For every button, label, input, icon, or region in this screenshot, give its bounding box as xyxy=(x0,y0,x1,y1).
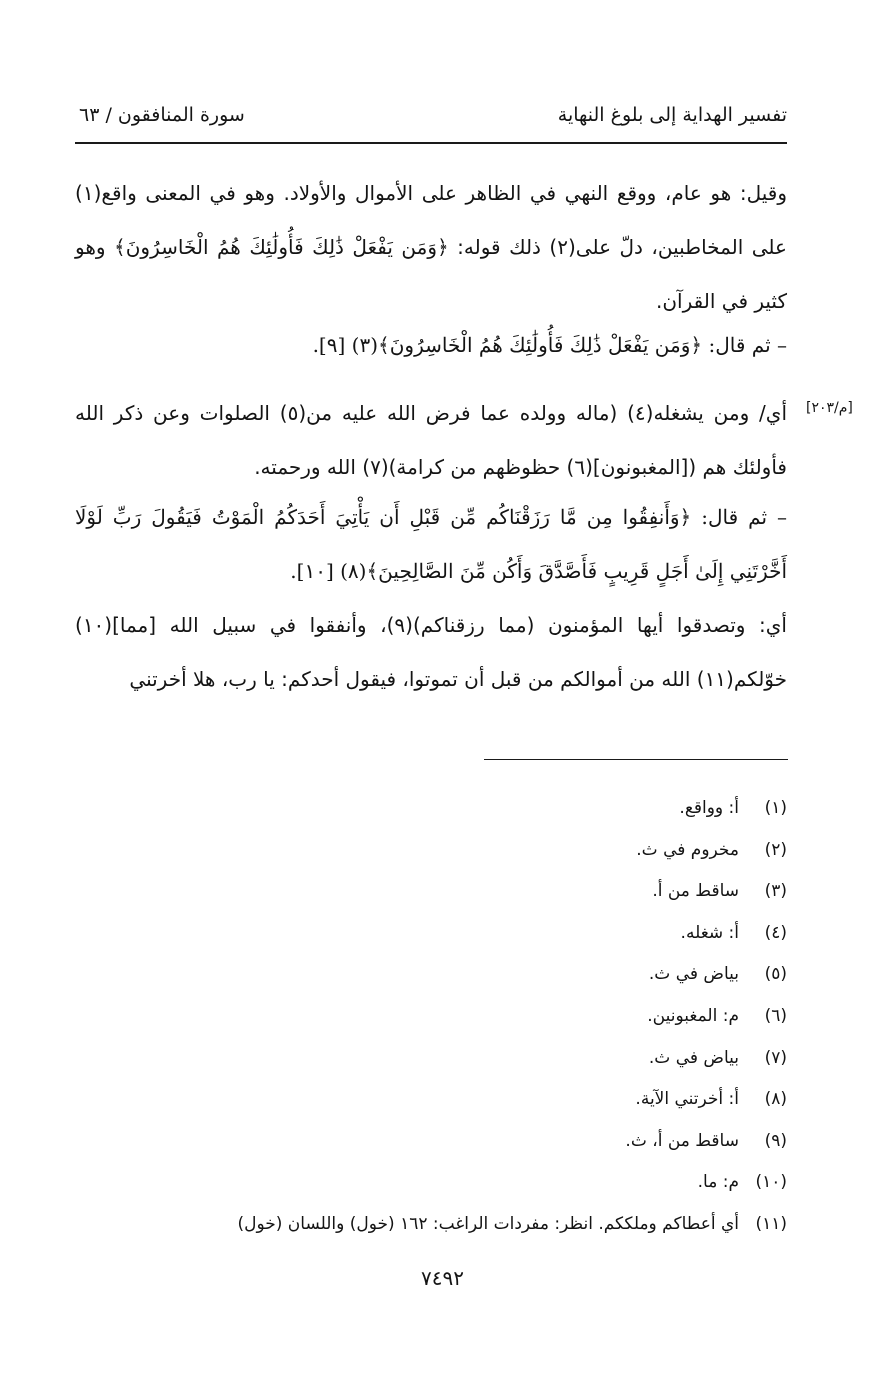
footnote-text: أ: شغله. xyxy=(680,922,739,943)
running-header xyxy=(75,100,787,136)
footnote-text: مخروم في ث. xyxy=(636,839,739,860)
footnote-number: (٤) xyxy=(764,922,787,943)
footnote-item xyxy=(147,960,787,1002)
footnote-text: ساقط من أ، ث. xyxy=(625,1130,739,1151)
footnote-number: (١١) xyxy=(755,1213,787,1234)
surah-and-number: سورة المنافقون / ٦٣ xyxy=(79,104,245,126)
footnote-number: (١٠) xyxy=(755,1172,787,1193)
footnote-number: (٧) xyxy=(764,1047,787,1068)
paragraph-3: أي/ ومن يشغله(٤) (ماله وولده عما فرض الله عليه من(٥) الصلوات وعن ذكر الله فأولئك هم ([المغبونون](٦) حظوظهم من كرامة)(٧) الله ورحمته. xyxy=(75,401,788,479)
manuscript-folio-marker: [م/٢٠٣] xyxy=(806,400,853,416)
header-divider xyxy=(75,142,787,144)
footnote-number: (١) xyxy=(764,798,787,818)
paragraph-5: أي: وتصدقوا أيها المؤمنون (مما رزقناكم)(٩)، وأنفقوا في سبيل الله [مما](١٠) خوّلكم(١١) الله من أموالكم من قبل أن تموتوا، فيقول أحدكم: يا رب، هلا أخرتني xyxy=(75,613,787,691)
footnote-item xyxy=(147,877,787,919)
paragraph-1: وقيل: هو عام، ووقع النهي في الظاهر على الأموال والأولاد. وهو في المعنى واقع(١) على المخاطبين، دلّ على(٢) ذلك قوله: ﴿وَمَن يَفْعَلْ ذَٰلِكَ فَأُولَٰئِكَ هُمُ الْخَاسِرُونَ﴾ وهو كثير في القرآن. xyxy=(75,181,787,313)
footnote-text: أ: وواقع. xyxy=(679,798,739,818)
paragraph-2-verse-9: – ثم قال: ﴿وَمَن يَفْعَلْ ذَٰلِكَ فَأُولَٰئِكَ هُمُ الْخَاسِرُونَ﴾(٣) [٩]. xyxy=(312,333,787,357)
footnote-item xyxy=(147,1002,787,1044)
footnote-number: (٥) xyxy=(764,964,787,985)
footnote-text: بياض في ث. xyxy=(648,1047,739,1068)
footnote-number: (٣) xyxy=(764,881,787,902)
footnote-item xyxy=(147,794,787,836)
footnote-text: أي أعطاكم وملككم. انظر: مفردات الراغب: ١٦٢ (خول) واللسان (خول) xyxy=(237,1213,739,1234)
footnote-item xyxy=(147,1044,787,1086)
footnote-text: ساقط من أ. xyxy=(652,881,739,902)
footnote-text: م: المغبونين. xyxy=(647,1005,739,1026)
footnote-item xyxy=(147,1085,787,1127)
footnote-number: (٢) xyxy=(764,839,787,860)
footnote-divider xyxy=(484,759,788,760)
footnote-number: (٩) xyxy=(764,1130,787,1151)
footnote-number: (٦) xyxy=(764,1005,787,1026)
paragraph-4-verse-10: – ثم قال: ﴿وَأَنفِقُوا مِن مَّا رَزَقْنَاكُم مِّن قَبْلِ أَن يَأْتِيَ أَحَدَكُمُ الْمَوْتُ فَيَقُولَ رَبِّ لَوْلَا أَخَّرْتَنِي إِلَىٰ أَجَلٍ قَرِيبٍ فَأَصَّدَّقَ وَأَكُن مِّنَ الصَّالِحِينَ﴾(٨) [١٠]. xyxy=(75,505,787,583)
footnote-item xyxy=(147,1168,787,1210)
page-number: ٧٤٩٢ xyxy=(421,1266,464,1290)
footnote-text: بياض في ث. xyxy=(648,964,739,985)
footnotes-list xyxy=(147,794,787,1252)
footnote-text: أ: أخرتني الآية. xyxy=(635,1089,739,1110)
footnote-item xyxy=(147,919,787,961)
footnote-item xyxy=(147,1127,787,1169)
footnote-number: (٨) xyxy=(764,1089,787,1110)
footnote-text: م: ما. xyxy=(697,1172,739,1193)
footnote-item xyxy=(147,1210,787,1252)
footnote-item xyxy=(147,836,787,878)
book-title: تفسير الهداية إلى بلوغ النهاية xyxy=(557,104,787,126)
